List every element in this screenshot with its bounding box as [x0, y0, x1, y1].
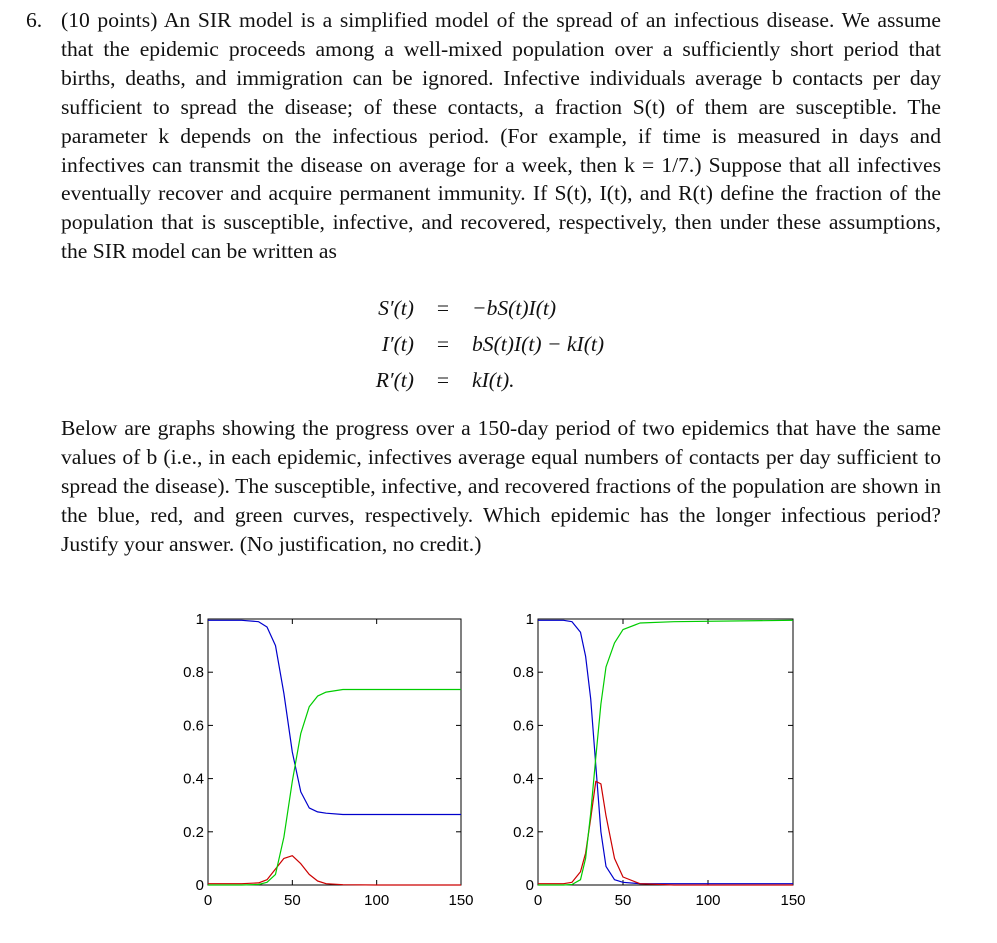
y-tick-label: 0.2: [513, 823, 534, 841]
x-tick-label: 0: [203, 892, 213, 909]
problem-paragraph-2: Below are graphs showing the progress over a 150-day period of two epidemics that have the same values of b (i.e., in each epidemic, infectives average equal numbers of contacts per day sufficient to spread the disease). The susceptible, infective, and recovered fractions of the population are shown in the blue, red, and green curves, respectively. Which epidemic has the longer infectious period? Justify your answer. (No justification, no credit.): [61, 416, 941, 556]
plot-frame: [538, 619, 793, 885]
x-tick-label: 100: [695, 892, 721, 909]
equation-equals: =: [436, 296, 450, 320]
equation-lhs: S′(t): [378, 296, 414, 320]
equation-rhs: bS(t)I(t) − kI(t): [472, 332, 605, 356]
series-line-i: [538, 781, 793, 885]
epidemic-chart-right: [513, 611, 805, 909]
series-line-r: [538, 620, 793, 885]
problem-points: (10 points): [61, 8, 158, 32]
x-tick-label: 0: [533, 892, 543, 909]
series-line-s: [538, 620, 793, 883]
equation-equals: =: [436, 332, 450, 356]
y-tick-label: 0.4: [513, 770, 534, 788]
x-tick-label: 150: [780, 892, 806, 909]
equation-rhs: −bS(t)I(t): [472, 296, 557, 320]
x-tick-label: 150: [448, 892, 474, 909]
x-tick-label: 50: [283, 892, 301, 909]
y-tick-label: 0.2: [183, 823, 204, 841]
y-tick-label: 0.6: [513, 717, 534, 735]
y-tick-label: 1: [525, 611, 534, 628]
y-tick-label: 0: [195, 877, 204, 894]
equation-equals: =: [436, 368, 450, 392]
plot-frame: [208, 619, 461, 885]
series-line-s: [208, 620, 461, 814]
equation-rhs: kI(t).: [472, 368, 515, 392]
problem-number: 6.: [26, 8, 43, 32]
equation-lhs: I′(t): [381, 332, 414, 356]
series-line-r: [208, 690, 461, 886]
y-tick-label: 0.4: [183, 770, 204, 788]
y-tick-label: 1: [195, 611, 204, 628]
y-tick-label: 0: [525, 877, 534, 894]
y-tick-label: 0.8: [183, 664, 204, 682]
series-line-i: [208, 856, 461, 885]
x-tick-label: 50: [614, 892, 632, 909]
y-tick-label: 0.8: [513, 664, 534, 682]
equation-lhs: R′(t): [375, 368, 414, 392]
problem-paragraph-1-text: An SIR model is a simplified model of the spread of an infectious disease. We assume that the epidemic proceeds among a well-mixed population over a sufficiently short period that births, deaths, and immigration can be ignored. Infective individuals average b contacts per day sufficient to spread the disease; of these contacts, a fraction S(t) of them are susceptible. The parameter k depends on the infectious period. (For example, if time is measured in days and infectives can transmit the disease on average for a week, then k = 1/7.) Suppose that all infectives eventually recover and acquire permanent immunity. If S(t), I(t), and R(t) define the fraction of the population that is susceptible, infective, and recovered, respectively, then under these assumptions, the SIR model can be written as: [61, 8, 941, 264]
y-tick-label: 0.6: [183, 717, 204, 735]
epidemic-chart-left: [183, 611, 473, 909]
x-tick-label: 100: [364, 892, 390, 909]
